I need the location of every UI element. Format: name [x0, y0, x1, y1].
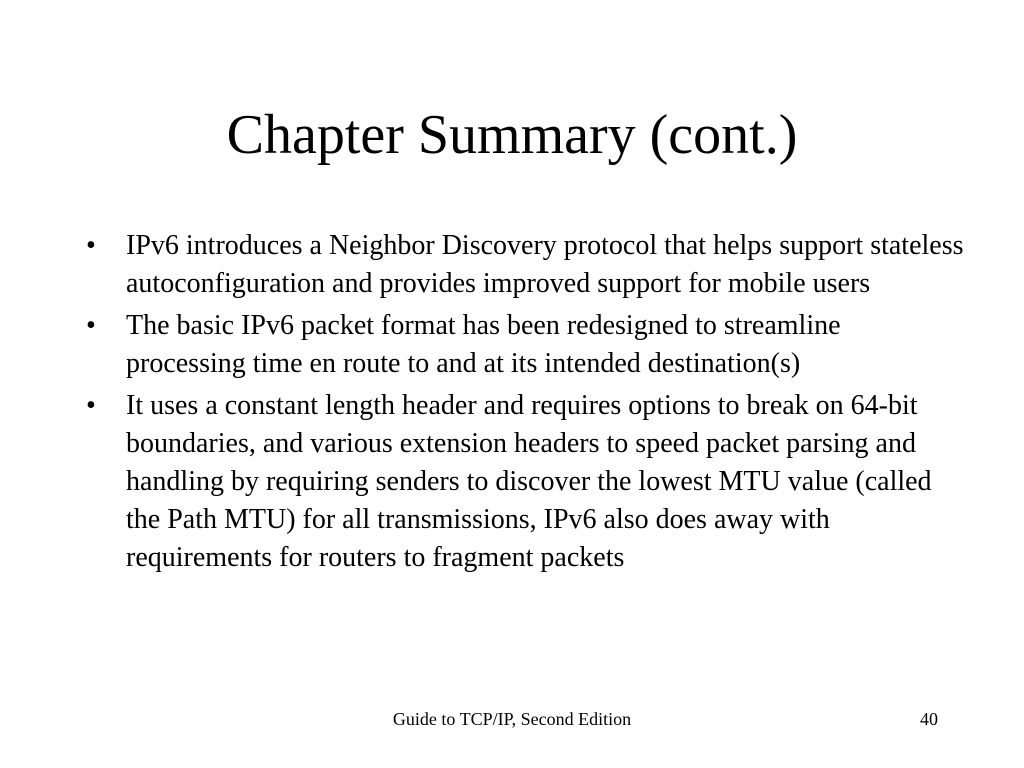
bullet-item [86, 387, 966, 577]
slide-title: Chapter Summary (cont.) [226, 104, 798, 166]
footer-text: Guide to TCP/IP, Second Edition [392, 709, 632, 729]
bullet-icon: • [86, 310, 96, 341]
bullet-text: IPv6 introduces a Neighbor Discovery protocol that helps support stateless autoconfiguration and provides improved support for mobile users [126, 230, 964, 299]
bullet-text: It uses a constant length header and requires options to break on 64-bit boundaries, and various extension headers to speed packet parsing and handling by requiring senders to discover the lowest MTU value (called the Path MTU) for all transmissions, IPv6 also does away with requirements for routers to fragment packets [126, 390, 932, 573]
bullet-icon: • [86, 390, 96, 421]
bullet-list [86, 227, 966, 581]
page-number: 40 [920, 709, 938, 729]
bullet-item [86, 227, 966, 303]
bullet-icon: • [86, 230, 96, 261]
bullet-item [86, 307, 966, 383]
bullet-text: The basic IPv6 packet format has been redesigned to streamline processing time en route to and at its intended destination(s) [126, 310, 841, 379]
